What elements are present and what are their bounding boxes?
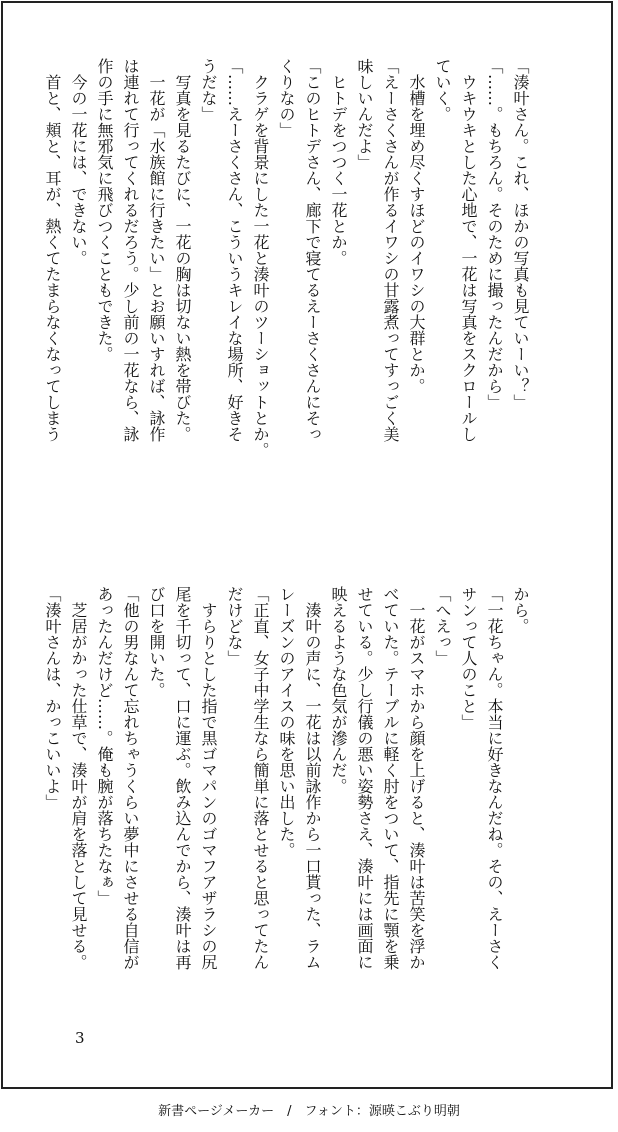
text-line: は連れて行ってくれるだろう。少し前の一花なら、詠 <box>121 58 140 442</box>
text-line: クラゲを背景にした一花と湊叶のツーショットとか。 <box>251 58 270 458</box>
text-line: 「湊叶さんは、かっこいいよ」 <box>43 586 62 810</box>
book-page <box>1 1 613 1089</box>
text-line: から。 <box>511 586 530 634</box>
text-line: 首と、頬と、耳が、熱くてたまらなくなってしまう <box>43 58 62 442</box>
text-line: べていた。テーブルに軽く肘をついて、指先に顎を乗 <box>381 586 400 970</box>
text-line: 「一花ちゃん。本当に好きなんだね。その、えーさく <box>485 586 504 970</box>
text-line: レーズンのアイスの味を思い出した。 <box>277 586 296 858</box>
text-line: サンって人のこと」 <box>459 586 478 730</box>
text-line: 「へえっ」 <box>433 586 452 666</box>
text-line: 「このヒトデさん、廊下で寝てるえーさくさんにそっ <box>303 58 322 442</box>
text-line: 今の一花には、できない。 <box>69 58 88 266</box>
text-line: 芝居がかった仕草で、湊叶が肩を落として見せる。 <box>69 586 88 970</box>
text-line: 水槽を埋め尽くすほどのイワシの大群とか。 <box>407 58 426 394</box>
text-line: 映えるような色気が滲んだ。 <box>329 586 348 794</box>
text-line: ウキウキとした心地で、一花は写真をスクロールし <box>459 58 478 442</box>
text-line: うだな」 <box>199 58 218 122</box>
text-line: 「えーさくさんが作るイワシの甘露煮ってすっごく美 <box>381 58 400 442</box>
text-line: 一花がスマホから顔を上げると、湊叶は苦笑を浮か <box>407 586 426 970</box>
footer-credit: 新書ページメーカー / フォント：源暎こぶり明朝 <box>158 1104 460 1119</box>
page-number: 3 <box>75 1029 85 1047</box>
text-line: 「正直、女子中学生なら簡単に落とせると思ってたん <box>251 586 270 970</box>
text-line: 一花が「水族館に行きたい」とお願いすれば、詠作 <box>147 58 166 442</box>
text-line: 「他の男なんて忘れちゃうくらい夢中にさせる自信が <box>121 586 140 970</box>
text-line: ヒトデをつつく一花とか。 <box>329 58 348 266</box>
text-line: だけどな」 <box>225 586 244 666</box>
text-line: せている。少し行儀の悪い姿勢さえ、湊叶には画面に <box>355 586 374 970</box>
text-line: くりなの」 <box>277 58 296 138</box>
text-line: ていく。 <box>433 58 452 122</box>
text-line: 味しいんだよ」 <box>355 58 374 170</box>
text-line: 「……えーさくさん、こういうキレイな場所、好きそ <box>225 58 244 442</box>
text-line: あったんだけど……。俺も腕が落ちたなぁ」 <box>95 586 114 906</box>
text-line: び口を開いた。 <box>147 586 166 698</box>
text-line: すらりとした指で黒ゴマパンのゴマフアザラシの尻 <box>199 586 218 970</box>
upper-text-block <box>43 58 533 518</box>
text-line: 尾を千切って、口に運ぶ。飲み込んでから、湊叶は再 <box>173 586 192 970</box>
text-line: 写真を見るたびに、一花の胸は切ない熱を帯びた。 <box>173 58 192 442</box>
lower-text-block <box>43 586 533 1026</box>
text-line: 「……。もちろん。そのために撮ったんだから」 <box>485 58 504 410</box>
text-line: 作の手に無邪気に飛びつくこともできた。 <box>95 58 114 362</box>
text-line: 「湊叶さん。これ、ほかの写真も見ていーい？」 <box>511 58 530 410</box>
text-line: 湊叶の声に、一花は以前詠作から一口貰った、ラム <box>303 586 322 970</box>
